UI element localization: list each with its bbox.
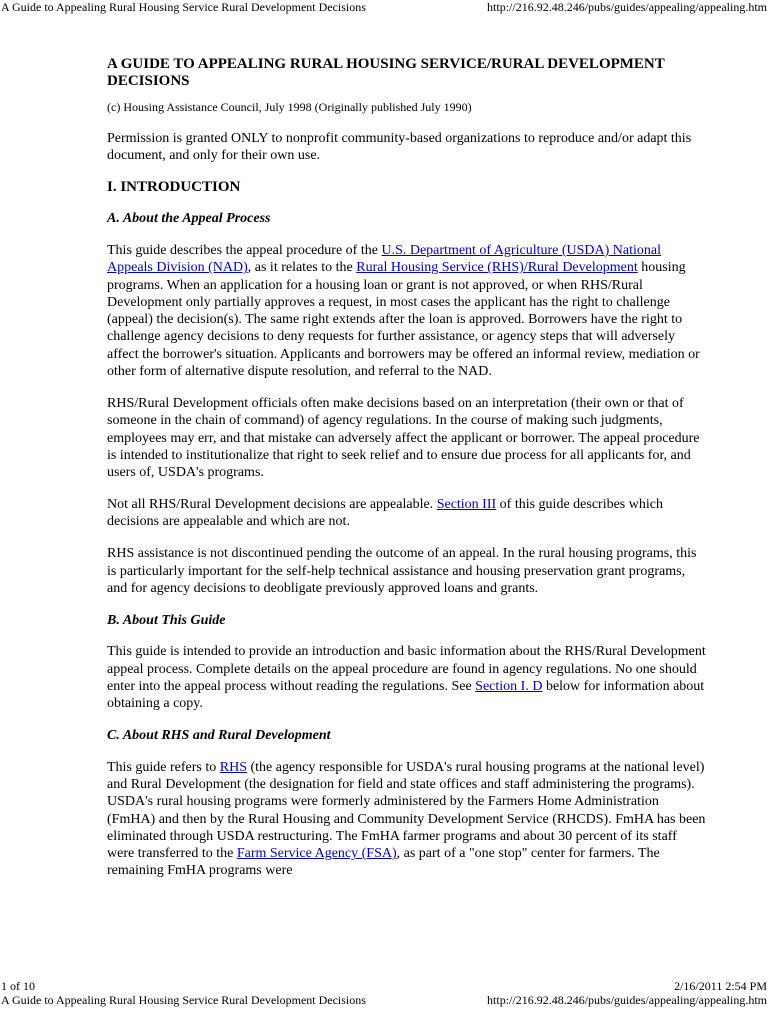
- subsection-appeal-process-heading: A. About the Appeal Process: [107, 211, 271, 227]
- farm-service-agency-link[interactable]: Farm Service Agency (FSA): [236, 846, 397, 862]
- text-run: housing programs. When an application for a housing loan or grant is not approved, or when RHS/Rural Development only partially approves a request, in most cases the applicant has the right to challenge (appeal) the decision(s). The same right extends after the loan is approved. Borrowers have the right to challenge agency decisions to deny requests for further assistance, or agency steps that will adversely affect the borrower's situation. Applicants and borrowers may be offered an informal review, mediation or other form of alternative dispute resolution, and referral to the NAD.: [107, 260, 700, 380]
- print-header-title: A Guide to Appealing Rural Housing Service Rural Development Decisions: [1, 0, 366, 14]
- print-footer-title: A Guide to Appealing Rural Housing Service Rural Development Decisions: [1, 993, 366, 1007]
- appeal-process-paragraph-4: RHS assistance is not discontinued pending the outcome of an appeal. In the rural housing programs, this is particularly important for the self-help technical assistance and housing preservation grant programs, and for agency decisions to deobligate previously approved loans and grants.: [107, 546, 697, 596]
- document-title: A GUIDE TO APPEALING RURAL HOUSING SERVICE/RURAL DEVELOPMENT DECISIONS: [107, 56, 665, 89]
- print-header-url: http://216.92.48.246/pubs/guides/appealing/appealing.htm: [487, 0, 767, 14]
- print-footer-url: http://216.92.48.246/pubs/guides/appealing/appealing.htm: [487, 993, 767, 1007]
- subsection-about-guide-heading: B. About This Guide: [107, 612, 226, 628]
- subsection-rhs-rural-development-heading: C. About RHS and Rural Development: [107, 728, 331, 744]
- section-iii-link[interactable]: Section III: [436, 497, 497, 513]
- about-guide-paragraph: [107, 643, 707, 712]
- text-run: Not all RHS/Rural Development decisions are appealable.: [107, 497, 437, 513]
- text-run: This guide describes the appeal procedure of the: [107, 242, 382, 258]
- text-run: of this guide describes which decisions are appealable and which are not.: [107, 497, 663, 530]
- appeal-process-paragraph-2: RHS/Rural Development officials often make decisions based on an interpretation (their own or that of someone in the chain of command) of agency regulations. In the course of making such judgments, employees may err, and that mistake can adversely affect the applicant or borrower. The appeal procedure is intended to institutionalize that right to seek relief and to ensure due process for all applicants for, and users of, USDA's programs.: [107, 395, 700, 481]
- appeal-process-paragraph-1: [107, 242, 707, 380]
- rhs-rural-development-paragraph: [107, 759, 707, 880]
- rhs-rural-development-link[interactable]: Rural Housing Service (RHS)/Rural Development: [356, 260, 638, 276]
- document-body: [107, 50, 707, 880]
- usda-nad-link[interactable]: U.S. Department of Agriculture (USDA) National Appeals Division (NAD): [107, 242, 662, 276]
- print-datetime: 2/16/2011 2:54 PM: [674, 979, 767, 993]
- section-introduction-heading: I. INTRODUCTION: [107, 178, 241, 195]
- text-run: (the agency responsible for USDA's rural housing programs at the national level) and Rural Development (the designation for field and state offices and staff administering the programs). USDA's rural housing programs were formerly administered by the Farmers Home Administration (FmHA) and then by the Rural Housing and Community Development Service (RHCDS). FmHA has been eliminated through USDA restructuring. The FmHA farmer programs and about 30 percent of its staff were transferred to the: [107, 759, 706, 862]
- permission-paragraph: Permission is granted ONLY to nonprofit community-based organizations to reproduce and/or adapt this document, and only for their own use.: [107, 130, 692, 163]
- text-run: , as it relates to the: [247, 260, 357, 276]
- section-i-d-link[interactable]: Section I. D: [475, 678, 543, 694]
- rhs-link[interactable]: RHS: [219, 759, 247, 775]
- copyright-notice: (c) Housing Assistance Council, July 1998 (Originally published July 1990): [107, 100, 472, 114]
- text-run: This guide is intended to provide an introduction and basic information about the RHS/Rural Development appeal process. Complete details on the appeal procedure are found in agency regulations. No one should enter into the appeal process without reading the regulations. See: [107, 644, 706, 694]
- text-run: This guide refers to: [107, 759, 220, 775]
- text-run: below for information about obtaining a copy.: [107, 678, 705, 712]
- appeal-process-paragraph-3: [107, 496, 707, 531]
- page-number: 1 of 10: [1, 979, 35, 993]
- text-run: , as part of a "one stop" center for farmers. The remaining FmHA programs were: [107, 846, 660, 879]
